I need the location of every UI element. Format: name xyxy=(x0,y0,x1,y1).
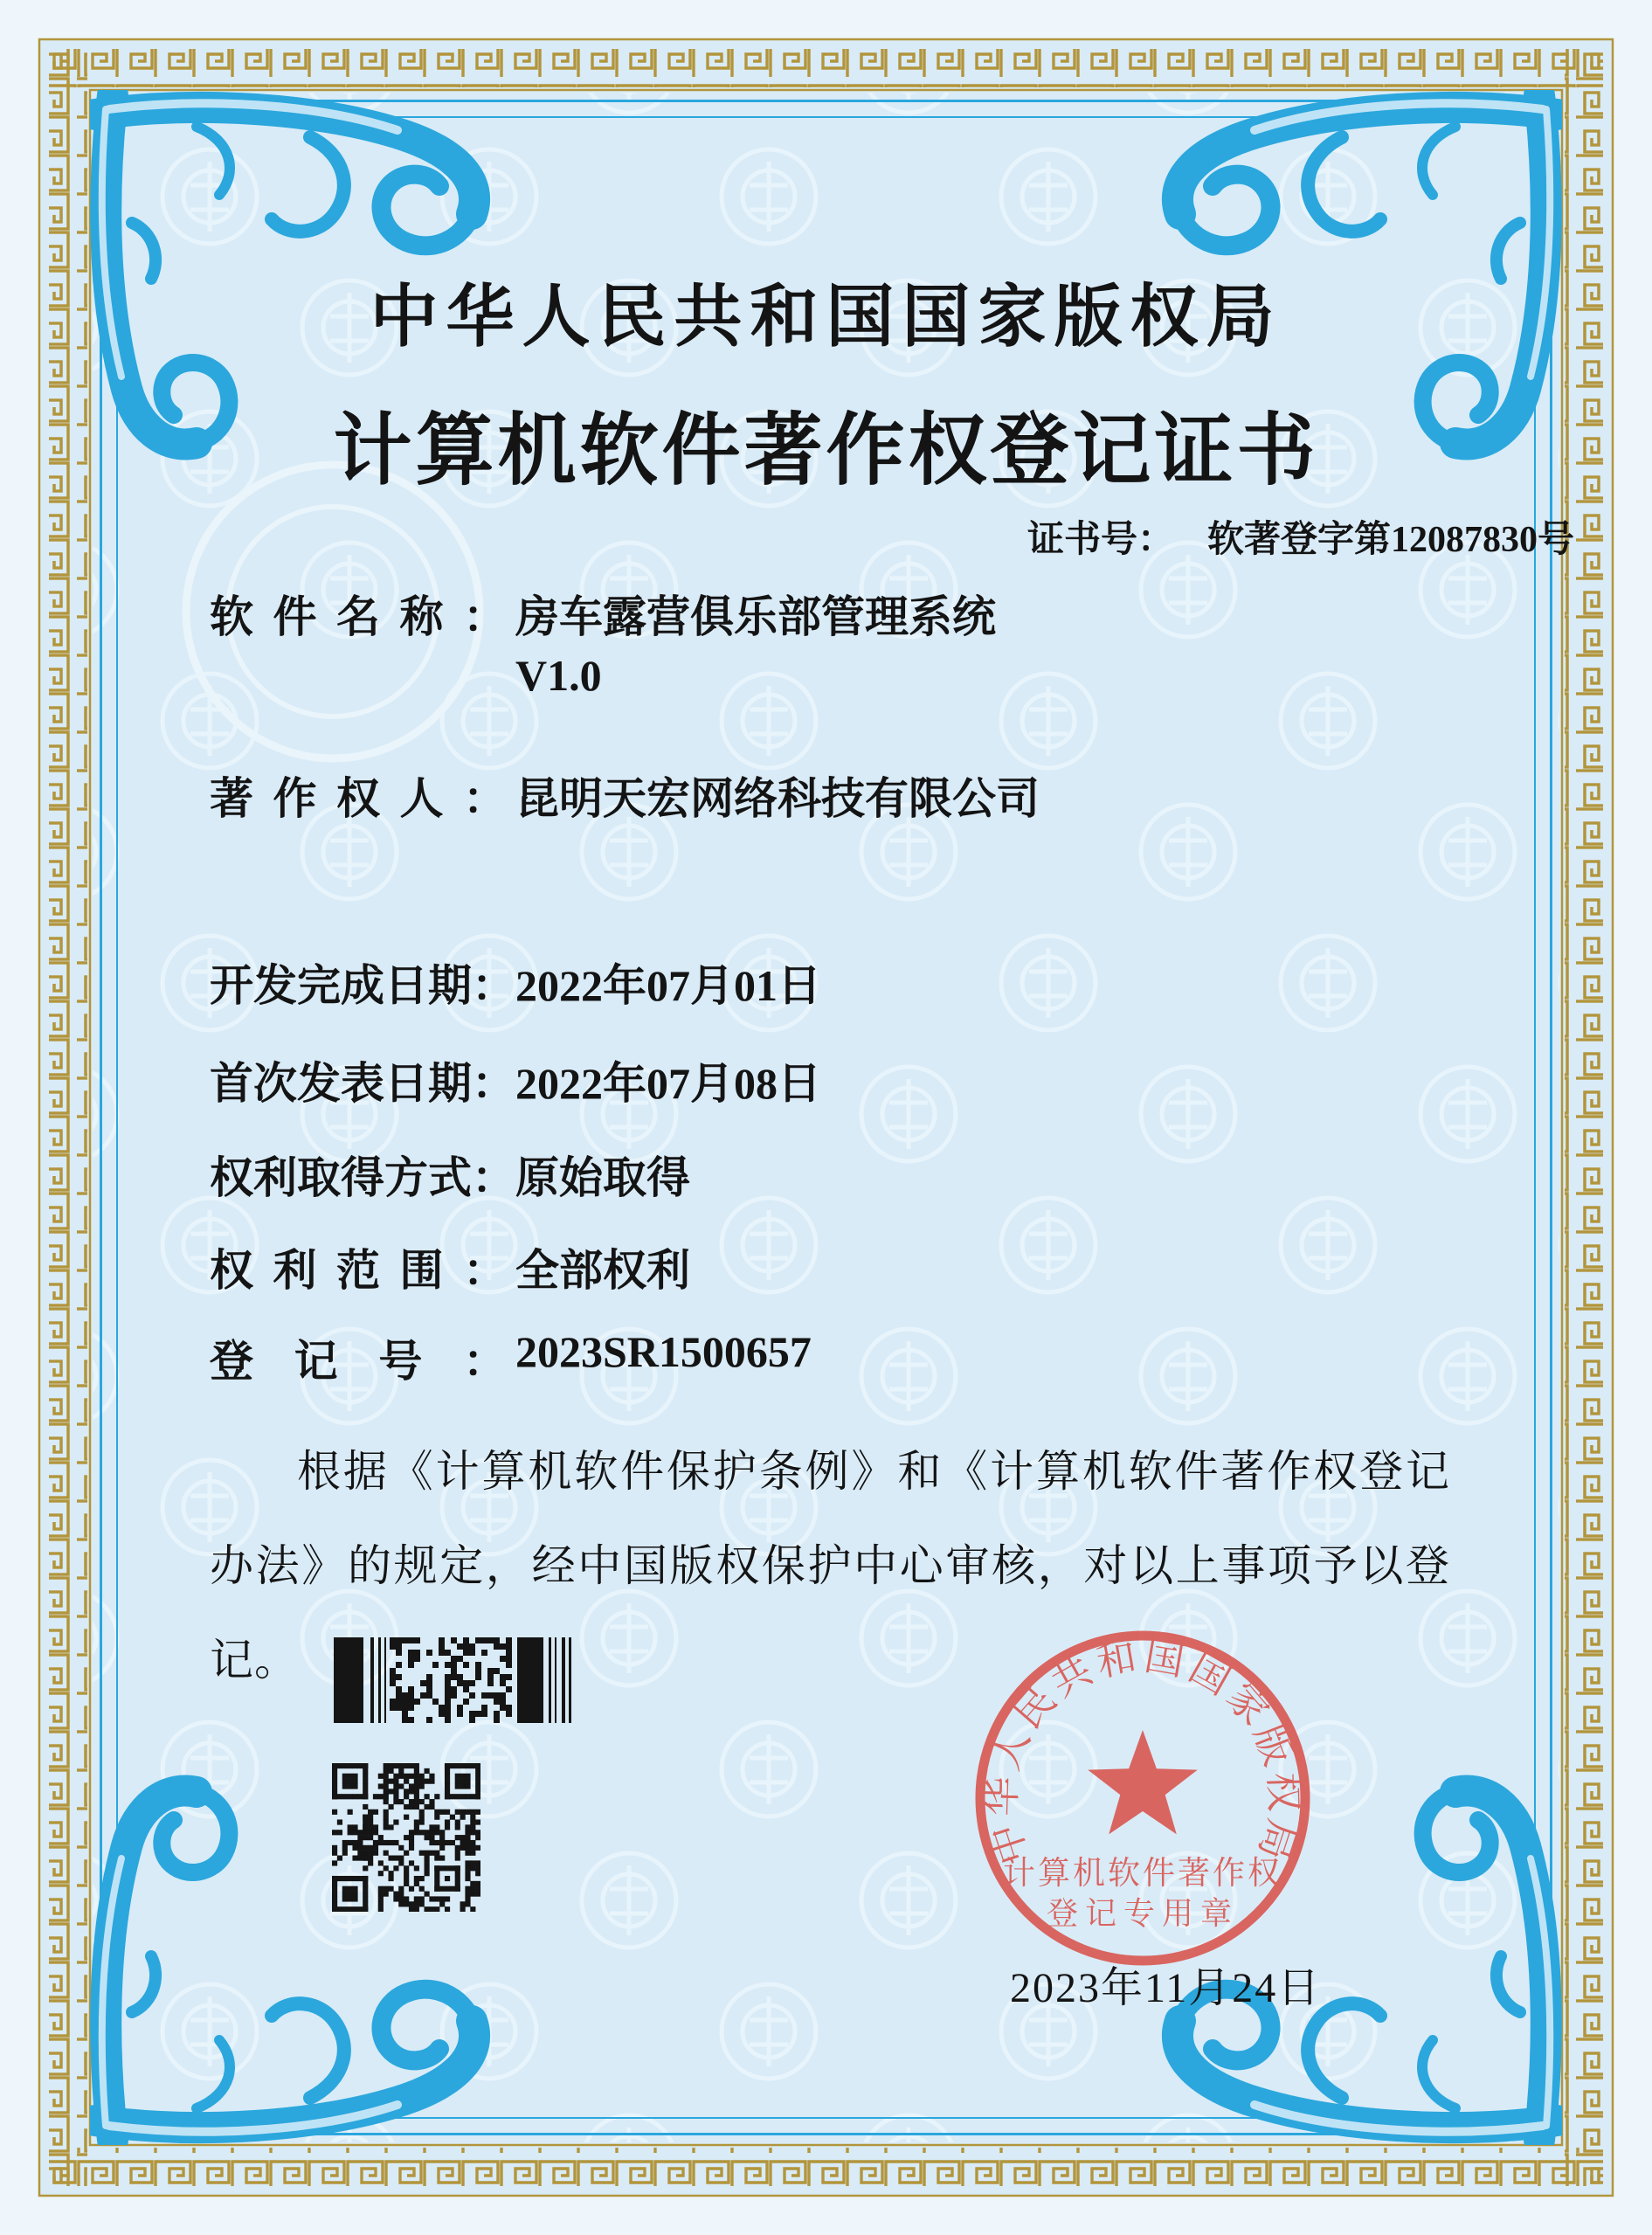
red-star xyxy=(1088,1730,1198,1834)
certificate-number-label: 证书号： xyxy=(1027,520,1175,560)
field-label: 开发完成日期： xyxy=(210,961,515,1010)
seal-line2: 登记专用章 xyxy=(1046,1896,1240,1931)
field-rights-scope xyxy=(210,1235,690,1298)
field-software-name xyxy=(210,582,996,645)
field-dev-complete-date xyxy=(210,951,821,1014)
field-copyright-owner xyxy=(210,764,1040,827)
certificate-title: 计算机软件著作权登记证书 xyxy=(333,408,1319,495)
field-software-version: V1.0 xyxy=(515,651,602,700)
registration-statement: 根据《计算机软件保护条例》和《计算机软件著作权登记办法》的规定，经中国版权保护中心审核，对以上事项予以登记。 xyxy=(210,1447,1450,1685)
field-value: 2023SR1500657 xyxy=(515,1327,812,1376)
qr-code xyxy=(332,1763,480,1912)
field-label: 登记号： xyxy=(210,1337,507,1386)
field-value: 原始取得 xyxy=(515,1153,690,1202)
field-first-publish-date xyxy=(210,1048,821,1111)
field-label: 软件名称： xyxy=(210,592,507,641)
certificate-number-value: 软著登字第12087830号 xyxy=(1207,520,1575,560)
field-rights-acquisition xyxy=(210,1143,690,1206)
issue-date: 2023年11月24日 xyxy=(1010,1965,1322,2011)
certificate-number xyxy=(1027,510,1574,563)
field-registration-number xyxy=(210,1326,812,1389)
seal-ring-text: 中华人民共和国国家版权局 xyxy=(979,1634,1306,1870)
field-label: 权利取得方式： xyxy=(210,1153,515,1202)
official-seal xyxy=(966,1622,1319,1975)
field-label: 著作权人： xyxy=(210,774,507,823)
field-value: 2022年07月08日 xyxy=(515,1059,821,1108)
seal-line1: 计算机软件著作权 xyxy=(1003,1856,1282,1892)
field-label: 首次发表日期： xyxy=(210,1059,515,1108)
field-value: 全部权利 xyxy=(515,1246,690,1295)
field-label: 权利范围： xyxy=(210,1246,507,1295)
field-value: 房车露营俱乐部管理系统 xyxy=(515,592,996,641)
barcode xyxy=(334,1637,573,1723)
field-value: 昆明天宏网络科技有限公司 xyxy=(515,774,1040,823)
issuing-authority: 中华人民共和国国家版权局 xyxy=(370,279,1282,355)
field-value: 2022年07月01日 xyxy=(515,961,821,1010)
